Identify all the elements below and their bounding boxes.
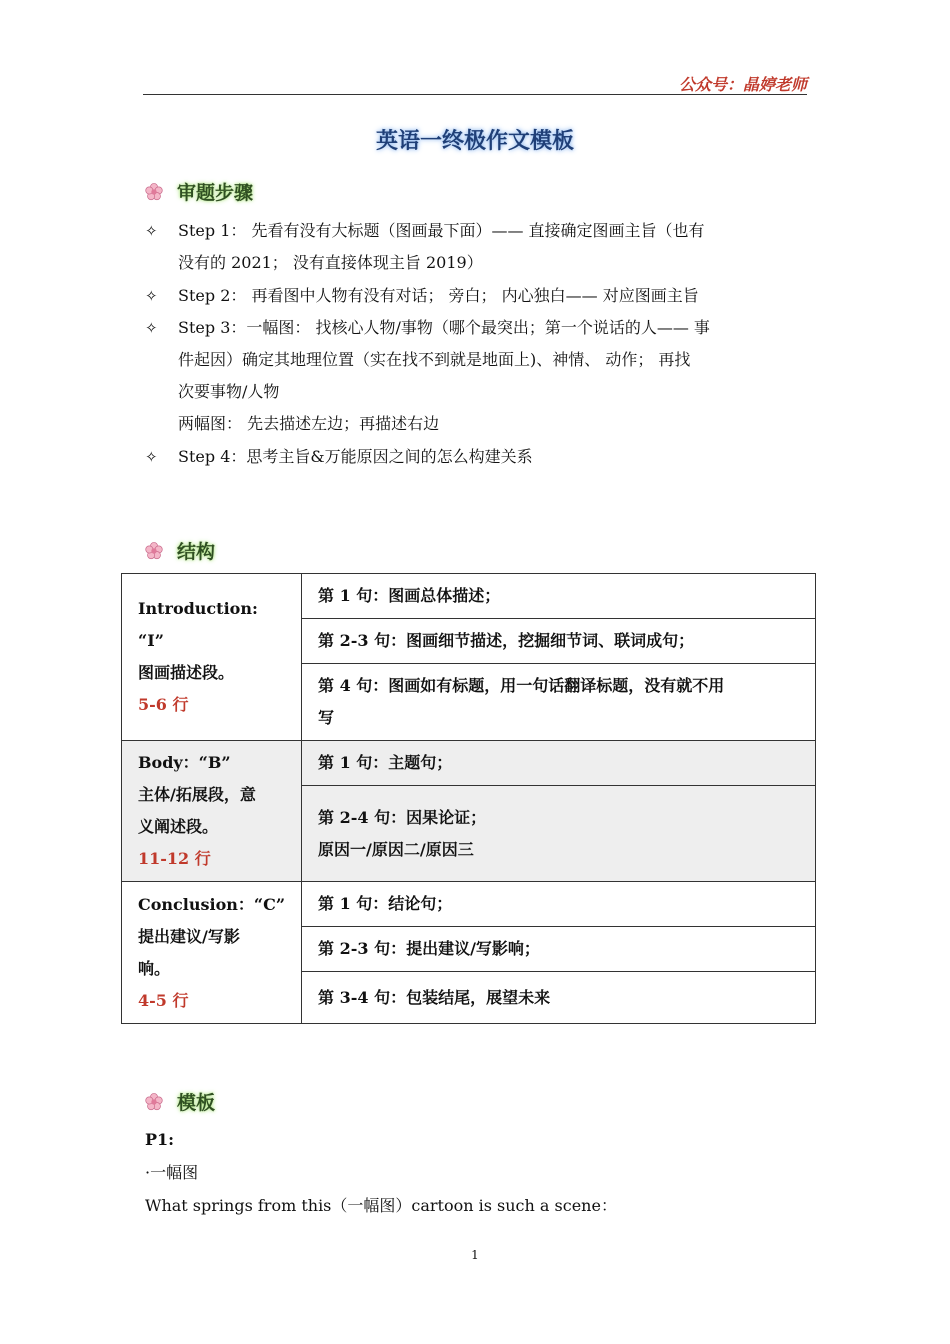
- body-name: Body：“B”: [138, 753, 231, 772]
- step-2: [145, 280, 810, 312]
- body-sentence-2-line-1: 第 2-4 句：因果论证；: [318, 807, 487, 827]
- flower-icon: [145, 542, 163, 560]
- intro-sentence-1: 第 1 句：图画总体描述；: [302, 574, 816, 619]
- section-review-heading: [145, 178, 253, 205]
- step-3: [145, 312, 810, 440]
- intro-sentence-3-line-1: 第 4 句：图画如有标题，用一句话翻译标题，没有就不用: [318, 676, 725, 695]
- intro-abbr: “I”: [138, 631, 164, 650]
- step-3-line-3: 次要事物/人物: [178, 382, 280, 401]
- header-rule: [143, 94, 807, 95]
- step-1: [145, 215, 810, 279]
- flower-icon: [145, 1093, 163, 1111]
- step-4-line-1: Step 4：思考主旨&万能原因之间的怎么构建关系: [178, 447, 533, 466]
- intro-lines: 5-6 行: [138, 695, 189, 714]
- body-sentence-1: 第 1 句：主题句；: [302, 741, 816, 786]
- section-structure-heading: [145, 537, 215, 564]
- step-3-line-4: 两幅图： 先去描述左边；再描述右边: [178, 414, 440, 433]
- step-1-line-2: 没有的 2021； 没有直接体现主旨 2019）: [178, 253, 483, 272]
- body-desc-1: 主体/拓展段，意: [138, 785, 256, 804]
- step-4: [145, 441, 810, 473]
- intro-sentence-3-line-2: 写: [318, 708, 335, 727]
- body-sentence-2: [302, 786, 816, 882]
- table-row: [122, 741, 816, 786]
- intro-desc: 图画描述段。: [138, 663, 235, 682]
- conclusion-name: Conclusion：“C”: [138, 894, 286, 914]
- header-brand: 公众号：晶婷老师: [678, 75, 807, 94]
- p1-template-sentence: What springs from this（一幅图）cartoon is such a scene：: [145, 1196, 617, 1215]
- conclusion-cell: [122, 882, 302, 1024]
- section-template-title: 模板: [177, 1092, 216, 1114]
- conclusion-sentence-2: 第 2-3 句：提出建议/写影响；: [302, 927, 816, 972]
- section-structure-title: 结构: [177, 541, 216, 563]
- body-desc-2: 义阐述段。: [138, 817, 219, 836]
- structure-table: [121, 573, 816, 1024]
- flower-icon: [145, 183, 163, 201]
- document-title: 英语一终极作文模板: [375, 129, 574, 154]
- conclusion-desc-1: 提出建议/写影: [138, 926, 240, 946]
- conclusion-sentence-3: 第 3-4 句：包装结尾，展望未来: [302, 972, 816, 1024]
- diamond-bullet-icon: ✧: [145, 222, 158, 240]
- section-template-heading: [145, 1088, 215, 1115]
- diamond-bullet-icon: ✧: [145, 319, 158, 337]
- p1-subheading: ·一幅图: [145, 1163, 199, 1182]
- page-number: 1: [471, 1248, 479, 1262]
- table-row: [122, 882, 816, 927]
- section-review-title: 审题步骤: [177, 182, 254, 204]
- intro-sentence-2: 第 2-3 句：图画细节描述，挖掘细节词、联词成句；: [302, 619, 816, 664]
- intro-name: Introduction:: [138, 599, 258, 618]
- conclusion-sentence-1: 第 1 句：结论句；: [302, 882, 816, 927]
- conclusion-desc-2: 响。: [138, 958, 171, 978]
- intro-cell: [122, 574, 302, 741]
- step-3-line-2: 件起因）确定其地理位置（实在找不到就是地面上)、神情、 动作； 再找: [178, 350, 691, 369]
- diamond-bullet-icon: ✧: [145, 448, 158, 466]
- p1-label: P1:: [145, 1130, 175, 1149]
- table-row: [122, 574, 816, 619]
- body-lines: 11-12 行: [138, 849, 211, 868]
- body-cell: [122, 741, 302, 882]
- conclusion-lines: 4-5 行: [138, 990, 189, 1010]
- step-2-line-1: Step 2： 再看图中人物有没有对话； 旁白； 内心独白—— 对应图画主旨: [178, 286, 699, 305]
- intro-sentence-3: [302, 664, 816, 741]
- diamond-bullet-icon: ✧: [145, 287, 158, 305]
- body-sentence-2-line-2: 原因一/原因二/原因三: [318, 839, 474, 859]
- step-3-line-1: Step 3：一幅图： 找核心人物/事物（哪个最突出；第一个说话的人—— 事: [178, 318, 710, 337]
- step-1-line-1: Step 1： 先看有没有大标题（图画最下面）—— 直接确定图画主旨（也有: [178, 221, 705, 240]
